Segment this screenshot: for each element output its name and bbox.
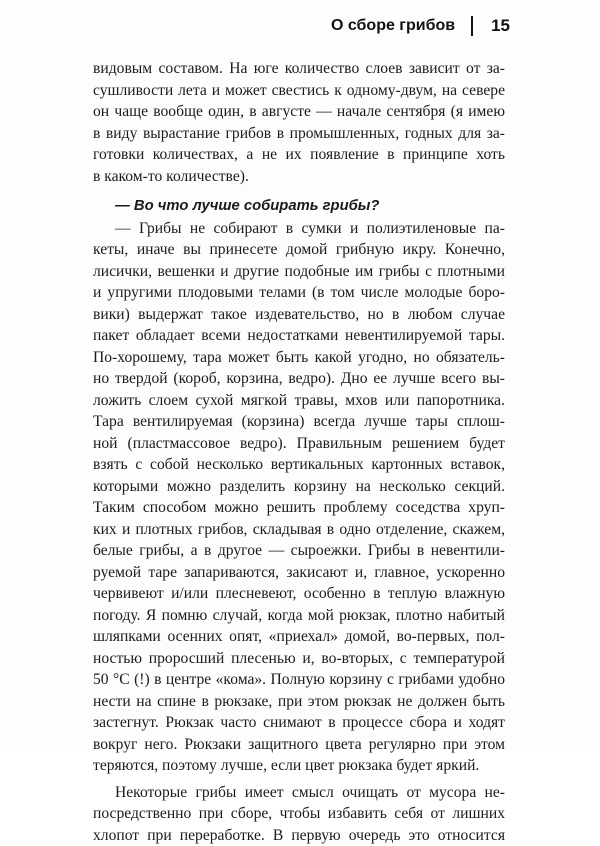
text-line: шляпками осенних опят, «приехал» домой, во-первых, пол- [93, 626, 505, 648]
text-line: нести на спине в рюкзаке, при этом рюкзак не должен быть [93, 691, 505, 713]
question-heading: — Во что лучше собирать грибы? [93, 196, 505, 218]
text-line: в виду вырастание грибов в промышленных, годных для за- [93, 123, 505, 145]
text-line: теряются, поэтому лучше, если цвет рюкзака будет яркий. [93, 755, 505, 777]
text-line: ной (пластмассовое ведро). Правильным решением будет [93, 433, 505, 455]
text-line: лисички, вешенки и другие подобные им грибы с плотными [93, 261, 505, 283]
text-line: ложить слоем сухой мягкой травы, мхов или папоротника. [93, 390, 505, 412]
text-line: Таким способом можно решить проблему соседства хруп- [93, 497, 505, 519]
text-line: взять с собой несколько вертикальных картонных вставок, [93, 454, 505, 476]
text-line: ностью проросший плесенью и, во-вторых, с температурой [93, 648, 505, 670]
text-line: видовым составом. На юге количество слоев зависит от за- [93, 58, 505, 80]
text-line: вокруг него. Рюкзаки защитного цвета регулярно при этом [93, 734, 505, 756]
text-line: погоду. Я помню случай, когда мой рюкзак, плотно набитый [93, 605, 505, 627]
chapter-title: О сборе грибов [331, 17, 455, 35]
text-line: кеты, иначе вы принесете домой грибную икру. Конечно, [93, 239, 505, 261]
body-text [93, 58, 505, 846]
text-line: посредственно при сборе, чтобы избавить себя от лишних [93, 803, 505, 825]
text-line: вики) выдержат такое издевательство, но в любом случае [93, 304, 505, 326]
header-separator [471, 16, 473, 36]
page-number: 15 [491, 16, 510, 36]
text-line: которыми можно разделить корзину на несколько секций. [93, 476, 505, 498]
text-line: в каком-то количестве). [93, 166, 505, 188]
text-line: 50 °С (!) в центре «кома». Полную корзину с грибами удобно [93, 669, 505, 691]
text-line: белые грибы, а в другое — сыроежки. Грибы в невентили- [93, 540, 505, 562]
text-line: застегнут. Рюкзак часто снимают в процессе сбора и ходят [93, 712, 505, 734]
text-line: По-хорошему, тара может быть какой угодно, но обязатель- [93, 347, 505, 369]
text-line: и упругими плодовыми телами (в том числе молодые боро- [93, 282, 505, 304]
running-header [331, 14, 510, 38]
text-line: — Грибы не собирают в сумки и полиэтиленовые па- [93, 218, 505, 240]
text-line: но твердой (короб, корзина, ведро). Дно ее лучше всего вы- [93, 368, 505, 390]
text-line: пакет обладает всеми недостатками невентилируемой тары. [93, 325, 505, 347]
text-line: ких и плотных грибов, складывая в одно отделение, скажем, [93, 519, 505, 541]
text-line: готовки количествах, а не их появление в принципе хоть [93, 144, 505, 166]
text-line: Тара вентилируемая (корзина) всегда лучше тары сплош- [93, 411, 505, 433]
text-line: руемой таре запариваются, закисают и, главное, ускоренно [93, 562, 505, 584]
text-line: хлопот при переработке. В первую очередь это относится [93, 825, 505, 846]
text-line: Некоторые грибы имеет смысл очищать от мусора не- [93, 782, 505, 804]
text-line: сушливости лета и может свестись к одному-двум, на севере [93, 80, 505, 102]
text-line: он чаще вообще один, в августе — начале сентября (я имею [93, 101, 505, 123]
text-line: червивеют и/или плесневеют, особенно в теплую влажную [93, 583, 505, 605]
